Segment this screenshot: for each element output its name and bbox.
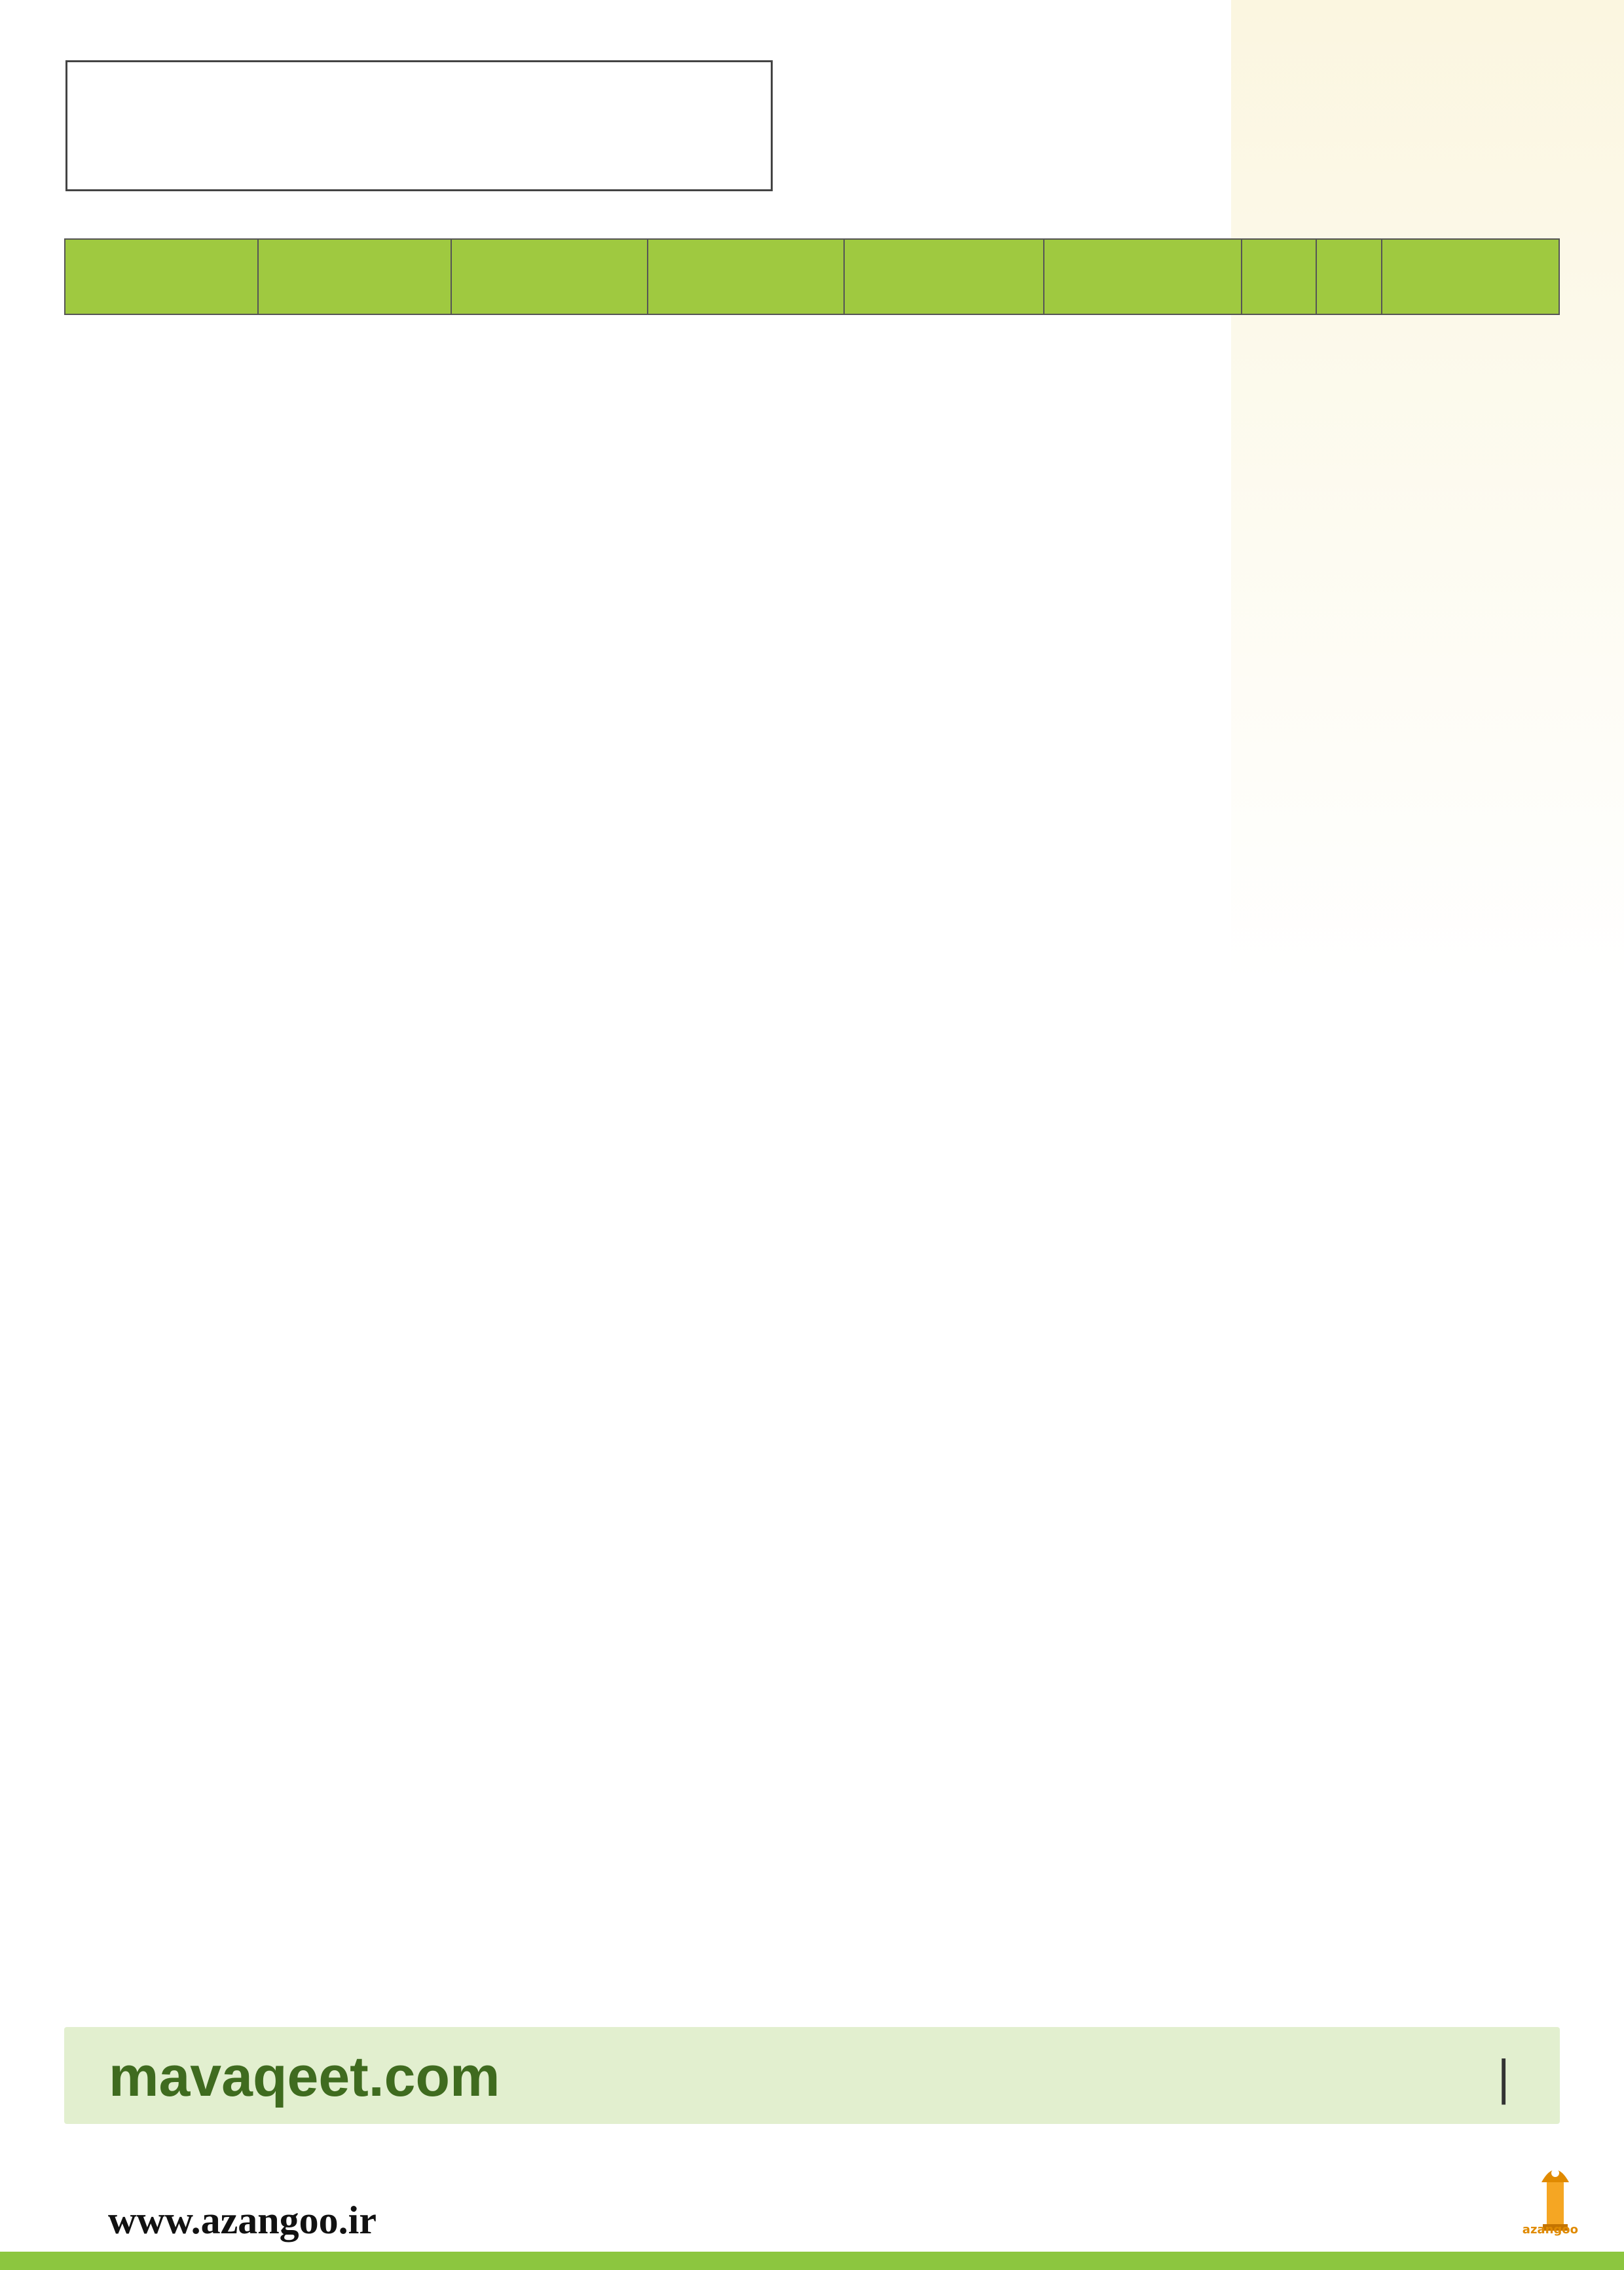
- rayanik-logo: [1107, 2165, 1277, 2237]
- col-gregorian: [1242, 239, 1316, 314]
- azangoo-website[interactable]: www.azangoo.ir: [108, 2199, 377, 2242]
- table-header-row: [65, 239, 1559, 314]
- col-sunset: [451, 239, 648, 314]
- col-hijri: [1382, 239, 1559, 314]
- col-maghrib: [258, 239, 451, 314]
- col-dhuhr: [648, 239, 844, 314]
- azangoo-latin: azangoo: [1522, 2223, 1578, 2237]
- bottom-bar: [0, 2252, 1624, 2270]
- col-midnight: [65, 239, 258, 314]
- banner-url[interactable]: mavaqeet.com: [109, 2045, 500, 2108]
- location-box: [65, 60, 773, 191]
- prayer-times-table: [64, 238, 1560, 315]
- banner-brand: [1477, 2047, 1521, 2120]
- col-sunrise: [844, 239, 1044, 314]
- azangoo-logo: [1303, 2161, 1578, 2240]
- brand-separator: |: [1496, 2051, 1511, 2105]
- mavaqeet-banner: [64, 2027, 1560, 2124]
- col-azar: [1316, 239, 1382, 314]
- background-glow: [1231, 0, 1624, 982]
- col-fajr: [1044, 239, 1242, 314]
